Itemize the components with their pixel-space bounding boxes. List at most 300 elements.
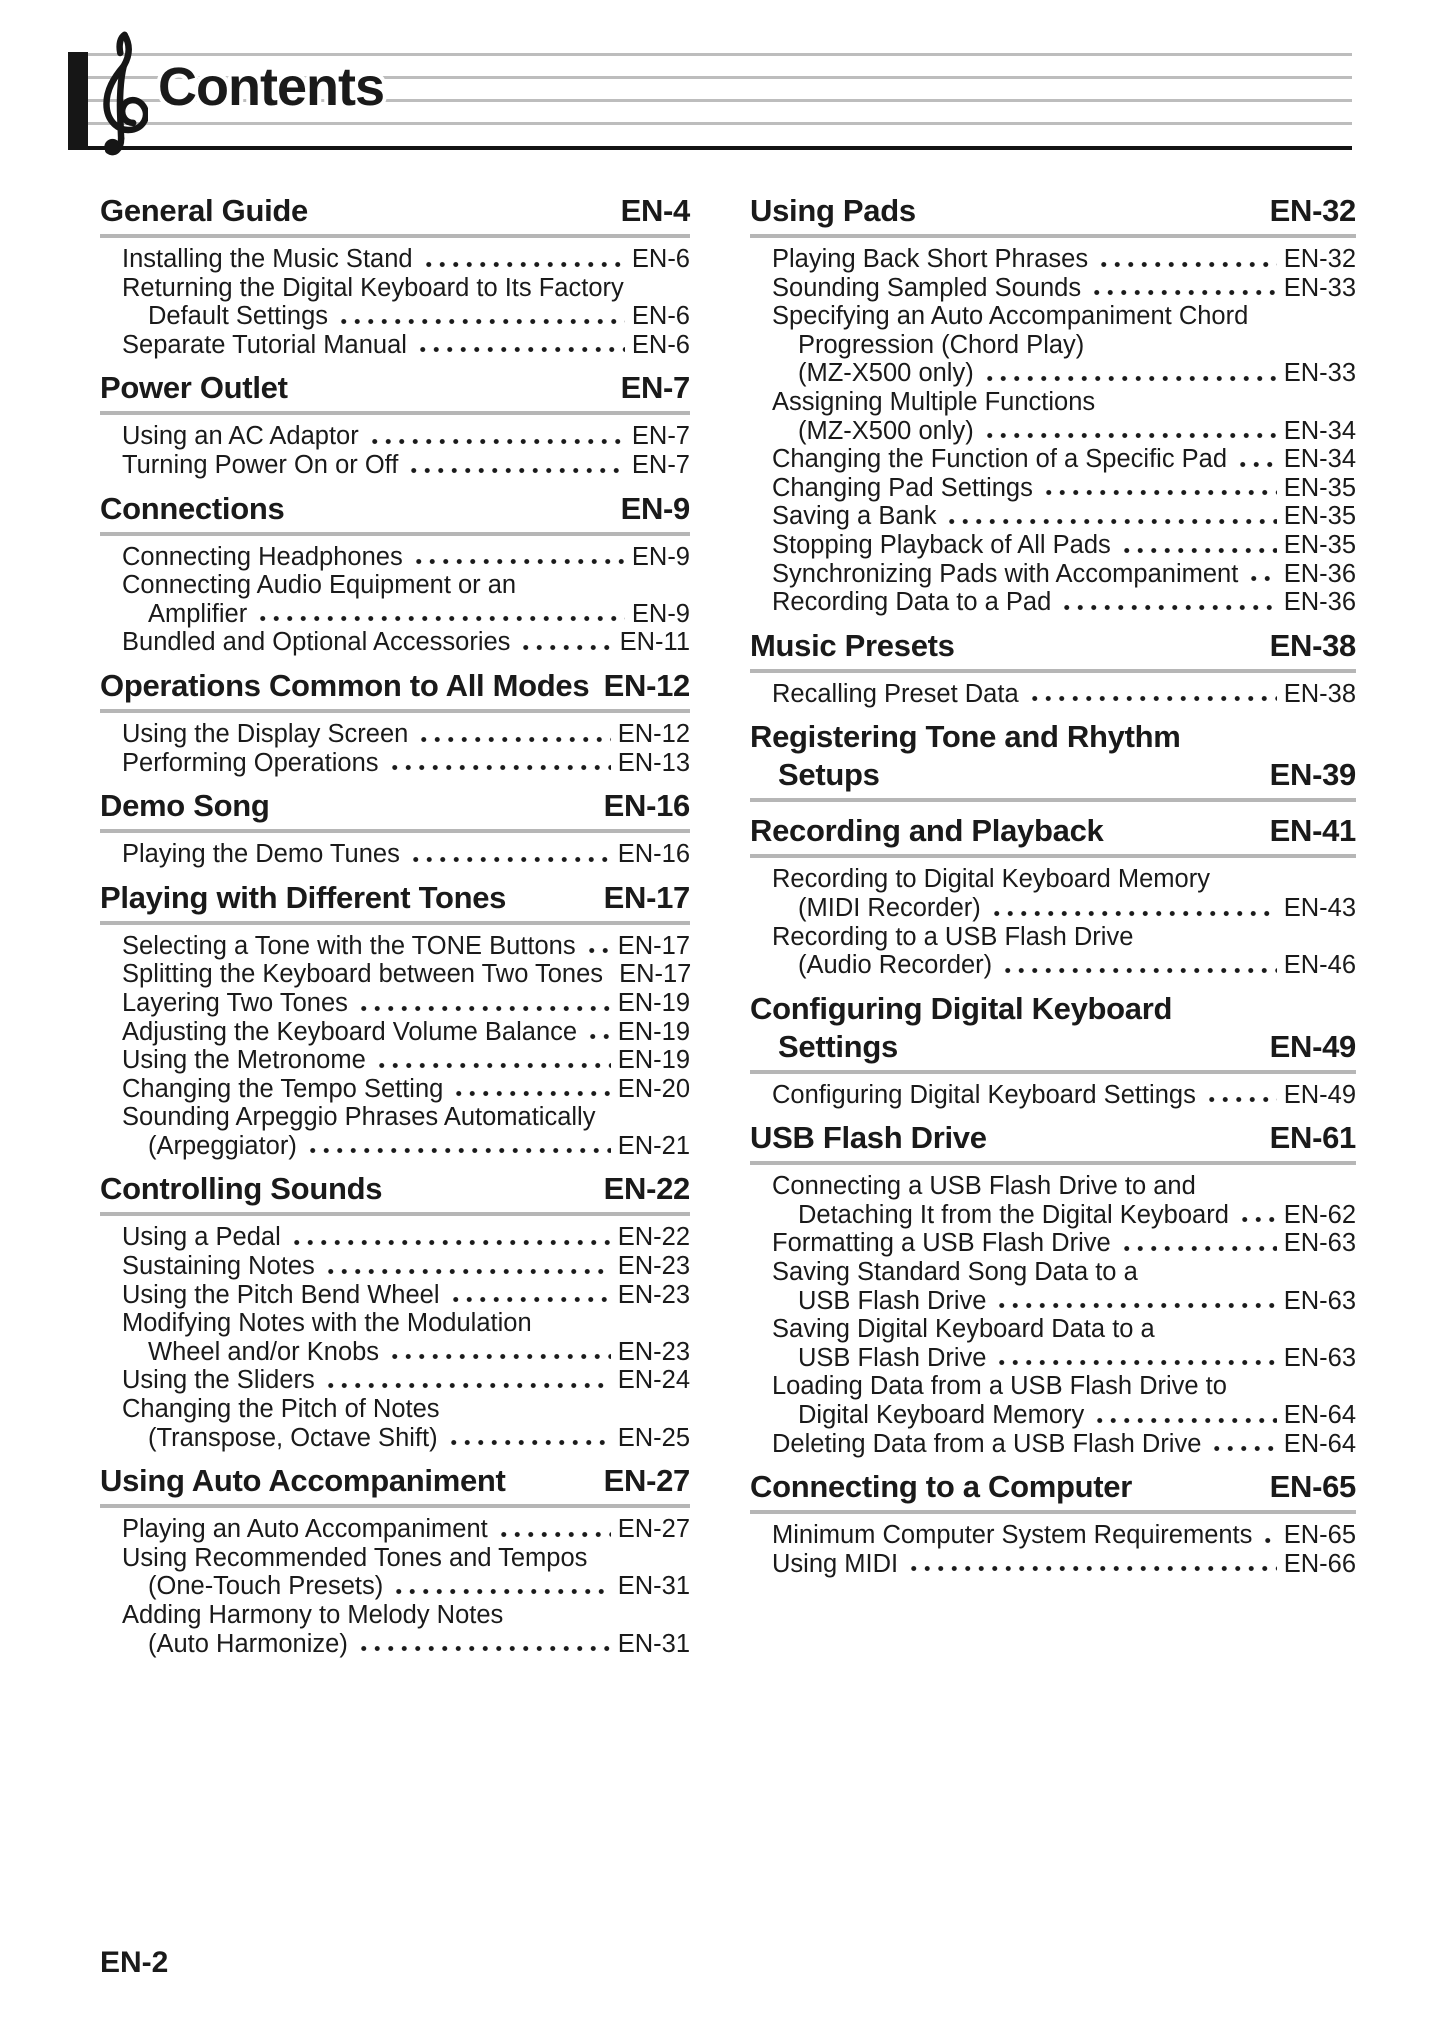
toc-entry [100, 720, 690, 749]
heading-spacer [987, 1119, 1270, 1157]
toc-column-right [750, 192, 1356, 1658]
section-heading-line [750, 1119, 1356, 1157]
entry-title: Splitting the Keyboard between Two Tones [122, 960, 604, 989]
dot-leader [585, 947, 611, 954]
toc-section [750, 1119, 1356, 1458]
entry-title: Saving Digital Keyboard Data to a [772, 1315, 1155, 1344]
toc-entry [750, 302, 1356, 388]
section-heading-line [750, 718, 1356, 756]
entry-title: Changing the Pitch of Notes [122, 1395, 440, 1424]
entry-page-number: EN-13 [617, 748, 690, 777]
section-title: General Guide [100, 193, 308, 228]
toc-entry [100, 1046, 690, 1075]
staff-line [68, 122, 1352, 125]
entry-page-number: EN-38 [1283, 679, 1356, 708]
dot-leader [1097, 261, 1277, 268]
section-page-number: EN-22 [603, 1171, 690, 1207]
entry-title: (MZ-X500 only) [798, 416, 974, 445]
entry-page-number: EN-43 [1283, 893, 1356, 922]
dot-leader [1090, 289, 1277, 296]
entry-title: Using the Display Screen [122, 719, 409, 748]
entry-page-number: EN-7 [631, 450, 690, 479]
entry-page-number: EN-7 [631, 422, 690, 451]
entry-page-number: EN-63 [1283, 1286, 1356, 1315]
staff-barline [68, 52, 88, 150]
entry-title: Recalling Preset Data [772, 679, 1019, 708]
entry-line [100, 543, 690, 572]
section-heading-line [100, 192, 690, 230]
entry-page-number: EN-6 [631, 302, 690, 331]
section-page-number: EN-12 [603, 667, 690, 703]
entry-line [750, 1172, 1356, 1201]
toc-entry [100, 1281, 690, 1310]
entry-line [750, 359, 1356, 388]
entry-page-number: EN-6 [631, 245, 690, 273]
entry-line [100, 1046, 690, 1075]
entry-page-number: EN-23 [617, 1337, 690, 1366]
entry-line [750, 951, 1356, 980]
entry-line [750, 274, 1356, 303]
entry-line [100, 932, 690, 961]
entry-line [100, 1223, 690, 1252]
entry-title: Layering Two Tones [122, 988, 348, 1017]
heading-spacer [284, 490, 620, 528]
entry-title: (Arpeggiator) [148, 1131, 297, 1160]
dot-leader [452, 1090, 610, 1097]
entry-title: Separate Tutorial Manual [122, 330, 407, 359]
toc-entry [100, 1252, 690, 1281]
entry-title: Minimum Computer System Requirements [772, 1521, 1253, 1550]
entry-title: (Auto Harmonize) [148, 1629, 348, 1658]
entry-title: Performing Operations [122, 748, 379, 777]
toc-entry [100, 1366, 690, 1395]
entry-page-number: EN-46 [1283, 951, 1356, 980]
toc-entry [750, 474, 1356, 503]
section-heading-line [750, 627, 1356, 665]
heading-spacer [955, 627, 1270, 665]
section-rule [750, 1070, 1356, 1074]
entry-page-number: EN-24 [617, 1366, 690, 1395]
entry-title: Modifying Notes with the Modulation [122, 1309, 532, 1338]
entry-line [750, 1344, 1356, 1373]
entry-line [100, 1018, 690, 1047]
entry-title: Playing Back Short Phrases [772, 245, 1089, 273]
entry-line [100, 331, 690, 360]
heading-spacer [270, 787, 604, 825]
heading-spacer [308, 192, 621, 230]
entry-line [750, 1229, 1356, 1258]
heading-spacer [589, 667, 603, 705]
entry-page-number: EN-19 [617, 1017, 690, 1046]
section-rule [750, 669, 1356, 673]
dot-leader [324, 1268, 611, 1275]
entry-title: Playing an Auto Accompaniment [122, 1515, 488, 1544]
dot-leader [1205, 1096, 1277, 1103]
entry-title: Using a Pedal [122, 1223, 281, 1252]
entry-page-number: EN-6 [631, 330, 690, 359]
toc-entry [100, 422, 690, 451]
section-title: Recording and Playback [750, 813, 1104, 849]
dot-leader [449, 1296, 611, 1303]
entry-line [100, 1601, 690, 1630]
heading-spacer [506, 879, 604, 917]
section-page-number: EN-65 [1269, 1469, 1356, 1505]
entry-page-number: EN-19 [617, 1046, 690, 1075]
entry-line [750, 331, 1356, 360]
section-page-number: EN-4 [620, 193, 690, 228]
entry-line [750, 474, 1356, 503]
entry-title: Sounding Arpeggio Phrases Automatically [122, 1103, 596, 1132]
entry-title: Using MIDI [772, 1549, 899, 1578]
entry-title: Connecting a USB Flash Drive to and [772, 1172, 1196, 1201]
section-title: Registering Tone and Rhythm [750, 719, 1181, 755]
entry-page-number: EN-9 [631, 542, 690, 571]
entry-title: Selecting a Tone with the TONE Buttons [122, 931, 576, 960]
toc-section [750, 192, 1356, 617]
toc-section [750, 812, 1356, 979]
entry-page-number: EN-19 [617, 988, 690, 1017]
entry-line [750, 445, 1356, 474]
section-heading-line [750, 756, 1356, 794]
entry-page-number: EN-64 [1283, 1401, 1356, 1430]
entry-title: Turning Power On or Off [122, 450, 399, 479]
section-page-number: EN-27 [603, 1463, 690, 1499]
entry-title: Using the Pitch Bend Wheel [122, 1280, 440, 1309]
entry-line [100, 1075, 690, 1104]
section-title: Connections [100, 490, 285, 526]
entry-title: Using an AC Adaptor [122, 422, 359, 451]
footer-page-number: EN-2 [100, 1946, 169, 1979]
dot-leader [306, 1147, 611, 1154]
dot-leader [1238, 1216, 1277, 1223]
toc-column-left [100, 192, 690, 1658]
entry-title: (MZ-X500 only) [798, 359, 974, 388]
toc-entry [750, 531, 1356, 560]
entry-title: Loading Data from a USB Flash Drive to [772, 1372, 1227, 1401]
entry-page-number: EN-32 [1283, 245, 1356, 273]
dot-leader [995, 1359, 1276, 1366]
entry-page-number: EN-35 [1283, 530, 1356, 559]
section-heading-line [750, 1028, 1356, 1066]
entry-line [750, 245, 1356, 274]
section-rule [750, 854, 1356, 858]
entry-page-number: EN-25 [617, 1423, 690, 1452]
section-page-number: EN-7 [620, 370, 690, 406]
entry-title: Adding Harmony to Melody Notes [122, 1601, 504, 1629]
dot-leader [337, 318, 625, 325]
entry-page-number: EN-20 [617, 1074, 690, 1103]
entry-title: Specifying an Auto Accompaniment Chord [772, 302, 1249, 331]
entry-line [100, 960, 690, 989]
entry-page-number: EN-33 [1283, 273, 1356, 302]
toc-entry [100, 571, 690, 628]
entry-title: Saving a Bank [772, 502, 937, 531]
entry-page-number: EN-9 [631, 599, 690, 628]
entry-page-number: EN-62 [1283, 1200, 1356, 1229]
entry-line [750, 302, 1356, 331]
section-rule [100, 921, 690, 925]
entry-page-number: EN-17 [617, 931, 690, 960]
dot-leader [1060, 604, 1276, 611]
section-heading [100, 369, 690, 407]
toc-entry [100, 960, 690, 989]
entry-title: USB Flash Drive [798, 1286, 987, 1315]
dot-leader [357, 1645, 611, 1652]
entry-line [750, 1550, 1356, 1579]
entry-page-number: EN-27 [617, 1515, 690, 1544]
entry-page-number: EN-11 [619, 628, 690, 657]
heading-spacer [898, 1028, 1270, 1066]
toc-entry [100, 543, 690, 572]
section-heading [100, 879, 690, 917]
entry-title: Adjusting the Keyboard Volume Balance [122, 1017, 578, 1046]
entry-line [100, 245, 690, 274]
heading-spacer [506, 1462, 604, 1500]
entry-page-number: EN-65 [1283, 1521, 1356, 1550]
toc-entry [750, 1550, 1356, 1579]
entry-page-number: EN-63 [1283, 1343, 1356, 1372]
entry-page-number: EN-23 [617, 1280, 690, 1309]
dot-leader [368, 438, 625, 445]
dot-leader [407, 467, 625, 474]
section-heading [100, 667, 690, 705]
toc-section [750, 990, 1356, 1110]
entry-title: Stopping Playback of All Pads [772, 530, 1111, 559]
entry-title: Saving Standard Song Data to a [772, 1258, 1138, 1287]
toc-entry [100, 1018, 690, 1047]
entry-title: Deleting Data from a USB Flash Drive [772, 1429, 1202, 1458]
dot-leader [1001, 967, 1277, 974]
entry-title: (Audio Recorder) [798, 951, 993, 980]
section-heading [100, 1170, 690, 1208]
entry-line [100, 302, 690, 331]
entry-page-number: EN-63 [1283, 1229, 1356, 1258]
toc-entry [750, 680, 1356, 709]
entry-title: Sounding Sampled Sounds [772, 273, 1082, 302]
dot-leader [1261, 1537, 1276, 1544]
heading-spacer [916, 192, 1270, 230]
entry-title: Sustaining Notes [122, 1252, 315, 1281]
section-rule [100, 532, 690, 536]
section-page-number: EN-9 [620, 490, 690, 526]
toc-section [100, 369, 690, 479]
entry-line [100, 840, 690, 869]
entry-line [750, 1287, 1356, 1316]
section-heading-line [100, 879, 690, 917]
toc-entry [100, 1544, 690, 1601]
section-title: Power Outlet [100, 370, 288, 406]
entry-page-number: EN-49 [1283, 1080, 1356, 1109]
dot-leader [945, 518, 1276, 525]
dot-leader [417, 736, 610, 743]
entry-line [750, 1201, 1356, 1230]
entry-title: (One-Touch Presets) [148, 1572, 384, 1601]
toc-entry [750, 560, 1356, 589]
section-title: Music Presets [750, 627, 955, 663]
entry-page-number: EN-33 [1283, 359, 1356, 388]
toc-entry [750, 274, 1356, 303]
entry-page-number: EN-31 [617, 1629, 690, 1658]
entry-page-number: EN-17 [619, 960, 692, 989]
section-page-number: EN-16 [603, 788, 690, 824]
section-heading-line [100, 1462, 690, 1500]
entry-title: Returning the Digital Keyboard to Its Factory [122, 273, 624, 302]
toc-section [750, 627, 1356, 709]
toc-entry [100, 1075, 690, 1104]
entry-line [100, 1281, 690, 1310]
entry-page-number: EN-12 [617, 719, 690, 748]
dot-leader [519, 644, 612, 651]
entry-line [100, 720, 690, 749]
dot-leader [388, 1353, 611, 1360]
toc-entry [100, 331, 690, 360]
section-heading-line [750, 1468, 1356, 1506]
toc-entry [100, 749, 690, 778]
section-title: USB Flash Drive [750, 1120, 987, 1156]
toc-section [100, 192, 690, 359]
entry-line [750, 865, 1356, 894]
section-title: Operations Common to All Modes [100, 667, 590, 703]
section-title: Using Auto Accompaniment [100, 1463, 506, 1499]
entry-page-number: EN-31 [617, 1572, 690, 1601]
entry-line [100, 749, 690, 778]
entry-title: Connecting Headphones [122, 542, 403, 571]
toc-entry [100, 245, 690, 274]
section-rule [750, 234, 1356, 238]
section-rule [750, 1510, 1356, 1514]
heading-spacer [880, 756, 1270, 794]
entry-line [750, 1521, 1356, 1550]
entry-line [100, 451, 690, 480]
section-title: Demo Song [100, 788, 270, 824]
dot-leader [256, 615, 625, 622]
section-rule [750, 798, 1356, 802]
section-page-number: EN-38 [1269, 627, 1356, 663]
entry-page-number: EN-35 [1283, 502, 1356, 531]
page-title: Contents [158, 57, 384, 117]
toc-section [100, 1170, 690, 1452]
entry-line [750, 680, 1356, 709]
entry-line [100, 1252, 690, 1281]
entry-line [100, 1309, 690, 1338]
section-rule [100, 709, 690, 713]
section-rule [100, 1504, 690, 1508]
entry-line [750, 894, 1356, 923]
dot-leader [1042, 489, 1277, 496]
section-heading-line [100, 490, 690, 528]
entry-page-number: EN-22 [617, 1223, 690, 1252]
section-heading [750, 812, 1356, 850]
section-heading-line [750, 192, 1356, 230]
section-heading [100, 1462, 690, 1500]
dot-leader [447, 1439, 611, 1446]
section-title: Using Pads [750, 193, 916, 228]
entry-line [100, 628, 690, 657]
entry-line [750, 1430, 1356, 1459]
entry-title: Wheel and/or Knobs [148, 1337, 380, 1366]
entry-title: Detaching It from the Digital Keyboard [798, 1200, 1229, 1229]
entry-line [750, 1258, 1356, 1287]
entry-page-number: EN-35 [1283, 473, 1356, 502]
entry-line [100, 571, 690, 600]
section-heading [750, 1468, 1356, 1506]
toc-section [100, 879, 690, 1161]
section-page-number: EN-39 [1269, 757, 1356, 793]
toc-columns [100, 192, 1356, 1658]
entry-title: Recording to Digital Keyboard Memory [772, 865, 1210, 894]
toc-entry [750, 1081, 1356, 1110]
dot-leader [1028, 695, 1277, 702]
dot-leader [290, 1239, 611, 1246]
entry-line [100, 600, 690, 629]
entry-title: Digital Keyboard Memory [798, 1401, 1085, 1430]
toc-entry [100, 932, 690, 961]
section-rule [100, 1212, 690, 1216]
toc-section [100, 787, 690, 869]
entry-line [100, 1544, 690, 1573]
entry-title: Bundled and Optional Accessories [122, 628, 511, 657]
toc-entry [750, 1372, 1356, 1429]
toc-entry [100, 989, 690, 1018]
dot-leader [324, 1382, 611, 1389]
toc-entry [100, 1601, 690, 1658]
section-heading [100, 787, 690, 825]
entry-page-number: EN-34 [1283, 445, 1356, 474]
entry-line [750, 560, 1356, 589]
entry-line [100, 274, 690, 303]
dot-leader [375, 1062, 611, 1069]
entry-title: (MIDI Recorder) [798, 893, 981, 922]
toc-section [100, 667, 690, 777]
dot-leader [412, 558, 625, 565]
section-heading-line [100, 1170, 690, 1208]
entry-line [100, 422, 690, 451]
dot-leader [1210, 1445, 1276, 1452]
entry-line [100, 1103, 690, 1132]
section-heading-line [750, 812, 1356, 850]
section-heading [750, 1119, 1356, 1157]
entry-title: Recording to a USB Flash Drive [772, 922, 1134, 951]
section-title: Settings [778, 1028, 898, 1064]
toc-entry [750, 445, 1356, 474]
toc-entry [750, 1430, 1356, 1459]
toc-entry [100, 628, 690, 657]
entry-line [750, 1081, 1356, 1110]
dot-leader [990, 910, 1277, 917]
section-heading-line [100, 369, 690, 407]
toc-entry [100, 1309, 690, 1366]
dot-leader [586, 1033, 611, 1040]
entry-line [750, 1401, 1356, 1430]
section-heading [100, 192, 690, 230]
toc-entry [750, 865, 1356, 922]
entry-title: Playing the Demo Tunes [122, 840, 400, 869]
entry-line [100, 1366, 690, 1395]
toc-section [750, 1468, 1356, 1578]
toc-entry [100, 1395, 690, 1452]
entry-page-number: EN-36 [1283, 559, 1356, 588]
section-heading [750, 718, 1356, 794]
entry-line [100, 1395, 690, 1424]
page-header [0, 0, 1445, 175]
dot-leader [422, 261, 625, 268]
dot-leader [1120, 547, 1277, 554]
dot-leader [416, 346, 625, 353]
entry-title: Default Settings [148, 302, 329, 331]
toc-section [100, 490, 690, 657]
entry-title: Configuring Digital Keyboard Settings [772, 1080, 1196, 1109]
entry-page-number: EN-64 [1283, 1429, 1356, 1458]
